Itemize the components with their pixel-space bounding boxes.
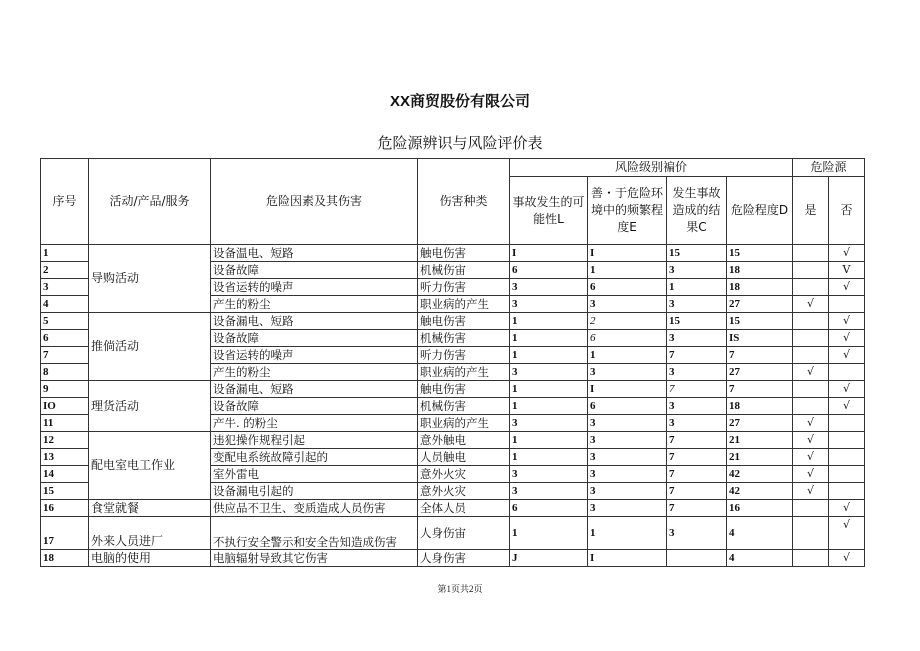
cell-type: 触电伤害 [418,245,510,262]
cell-d: 15 [727,313,793,330]
cell-type: 职业病的产生 [418,415,510,432]
cell-hazard: 设省运转的噪声 [211,347,418,364]
cell-c: 7 [667,500,727,517]
cell-l: 1 [510,398,588,415]
cell-d: 27 [727,364,793,381]
cell-l: 1 [510,517,588,550]
header-hazard: 危险因素及其伤害 [211,159,418,245]
cell-e: 6 [588,279,667,296]
cell-hazard: 设备故障 [211,262,418,279]
cell-no: 6 [41,330,89,347]
cell-e: 1 [588,517,667,550]
cell-l: 3 [510,415,588,432]
cell-yes: √ [793,483,829,500]
cell-yes [793,398,829,415]
cell-c: 7 [667,483,727,500]
cell-no: 9 [41,381,89,398]
cell-l: I [510,245,588,262]
cell-e: I [588,245,667,262]
cell-type: 职业病的产生 [418,296,510,313]
table-row [41,245,865,262]
cell-type: 职业病的产生 [418,364,510,381]
cell-e: 3 [588,500,667,517]
cell-c: 7 [667,466,727,483]
cell-no: 8 [41,364,89,381]
header-yes: 是 [793,177,829,245]
cell-d: 7 [727,347,793,364]
cell-no: 7 [41,347,89,364]
cell-no: 17 [41,517,89,550]
cell-c: 15 [667,313,727,330]
cell-no-mark: √ [829,500,865,517]
cell-activity: 导购活动 [89,245,211,313]
header-no: 否 [829,177,865,245]
cell-e: 3 [588,296,667,313]
cell-d: 18 [727,398,793,415]
cell-l: 1 [510,381,588,398]
cell-yes [793,381,829,398]
cell-no: 4 [41,296,89,313]
cell-e: I [588,381,667,398]
table-row [41,517,865,550]
page-footer: 第1页共2页 [437,584,483,594]
cell-d: 16 [727,500,793,517]
cell-l: 1 [510,432,588,449]
cell-e: 6 [588,330,667,347]
cell-hazard: 电脑辐射导致其它伤害 [211,550,418,567]
cell-no-mark [829,364,865,381]
cell-hazard: 设备漏电引起的 [211,483,418,500]
header-consequence: 发生事故造成的结果C [667,177,727,245]
cell-no-mark [829,432,865,449]
cell-d: 18 [727,262,793,279]
cell-hazard: 产牛. 的粉尘 [211,415,418,432]
cell-d: 42 [727,466,793,483]
cell-yes: √ [793,449,829,466]
cell-yes: √ [793,415,829,432]
cell-hazard: 产生的粉尘 [211,364,418,381]
cell-activity: 配电室电工作业 [89,432,211,500]
cell-c: 1 [667,279,727,296]
cell-no-mark: √ [829,330,865,347]
cell-l: J [510,550,588,567]
cell-type: 机械伤害 [418,330,510,347]
cell-hazard: 产生的粉尘 [211,296,418,313]
cell-yes: √ [793,296,829,313]
cell-type: 听力伤害 [418,347,510,364]
cell-hazard: 变配电系统故障引起的 [211,449,418,466]
cell-no-mark: √ [829,381,865,398]
cell-c: 3 [667,296,727,313]
cell-l: 3 [510,279,588,296]
cell-hazard: 设备漏电、短路 [211,313,418,330]
cell-d: 4 [727,550,793,567]
cell-hazard: 设备故障 [211,398,418,415]
cell-no-mark: √ [829,398,865,415]
cell-type: 意外火灾 [418,466,510,483]
cell-type: 机械伤宙 [418,262,510,279]
header-risk-group: 风险级别褊价 [510,159,793,177]
cell-hazard: 设备故障 [211,330,418,347]
cell-l: 3 [510,466,588,483]
cell-c: 3 [667,330,727,347]
cell-yes [793,262,829,279]
cell-type: 意外触电 [418,432,510,449]
cell-yes [793,279,829,296]
cell-d: IS [727,330,793,347]
cell-yes: √ [793,364,829,381]
cell-yes: √ [793,432,829,449]
cell-e: 1 [588,262,667,279]
cell-no: 3 [41,279,89,296]
cell-type: 触电伤害 [418,381,510,398]
cell-type: 人身伤害 [418,550,510,567]
cell-no: 2 [41,262,89,279]
header-injury-type: 伤害种类 [418,159,510,245]
cell-c: 7 [667,449,727,466]
cell-no: 11 [41,415,89,432]
cell-d: 27 [727,415,793,432]
cell-no: 13 [41,449,89,466]
cell-l: 1 [510,330,588,347]
cell-e: 3 [588,483,667,500]
cell-no-mark: √ [829,279,865,296]
cell-hazard: 供应品不卫生、变质造成人员伤害 [211,500,418,517]
header-seq: 序号 [41,159,89,245]
cell-no-mark: √ [829,347,865,364]
cell-e: 3 [588,415,667,432]
cell-e: 3 [588,432,667,449]
cell-c: 3 [667,262,727,279]
cell-no: 5 [41,313,89,330]
cell-c: 3 [667,517,727,550]
cell-no: 18 [41,550,89,567]
cell-c: 15 [667,245,727,262]
cell-e: I [588,550,667,567]
cell-l: 3 [510,483,588,500]
cell-c: 3 [667,398,727,415]
cell-no: 1 [41,245,89,262]
cell-yes: √ [793,466,829,483]
cell-c: 3 [667,415,727,432]
table-row [41,500,865,517]
cell-type: 全体人员 [418,500,510,517]
cell-no-mark: √ [829,550,865,567]
cell-no: IO [41,398,89,415]
cell-l: 3 [510,364,588,381]
cell-no-mark [829,483,865,500]
cell-e: 3 [588,364,667,381]
cell-hazard: 设备漏电、短路 [211,381,418,398]
hazard-table [40,158,865,567]
cell-d: 7 [727,381,793,398]
cell-l: 1 [510,313,588,330]
cell-type: 触电伤害 [418,313,510,330]
cell-hazard: 违犯操作规程引起 [211,432,418,449]
cell-activity: 推倘活动 [89,313,211,381]
cell-type: 人员触电 [418,449,510,466]
cell-no-mark [829,415,865,432]
cell-e: 6 [588,398,667,415]
cell-type: 意外火灾 [418,483,510,500]
cell-yes [793,245,829,262]
cell-no: 12 [41,432,89,449]
table-row [41,381,865,398]
cell-l: 1 [510,347,588,364]
table-row [41,550,865,567]
cell-yes [793,313,829,330]
cell-activity: 外来人员进厂 [89,517,211,550]
cell-c [667,550,727,567]
cell-no-mark [829,466,865,483]
cell-no-mark: √ [829,313,865,330]
cell-e: 3 [588,449,667,466]
document-title: 危险源辨识与风险评价表 [377,134,543,152]
cell-d: 15 [727,245,793,262]
table-row [41,313,865,330]
header-degree: 危险程度D [727,177,793,245]
cell-yes [793,347,829,364]
cell-yes [793,330,829,347]
cell-no-mark: V [829,262,865,279]
cell-d: 42 [727,483,793,500]
cell-l: 6 [510,262,588,279]
header-danger-group: 危险源 [793,159,865,177]
cell-d: 4 [727,517,793,550]
header-likelihood: 事故发生的可能性L [510,177,588,245]
cell-no-mark [829,296,865,313]
cell-d: 21 [727,449,793,466]
cell-no: 14 [41,466,89,483]
cell-no: 15 [41,483,89,500]
cell-d: 27 [727,296,793,313]
cell-hazard: 设备温电、短路 [211,245,418,262]
cell-hazard: 设省运转的噪声 [211,279,418,296]
cell-c: 7 [667,347,727,364]
cell-e: 2 [588,313,667,330]
cell-l: 1 [510,449,588,466]
header-activity: 活动/产品/服务 [89,159,211,245]
cell-type: 人身伤宙 [418,517,510,550]
cell-hazard: 不执行安全警示和安全告知造成伤害 [211,517,418,550]
cell-l: 6 [510,500,588,517]
cell-e: 3 [588,466,667,483]
header-exposure: 善・于危险环境中的频繁程度E [588,177,667,245]
cell-d: 21 [727,432,793,449]
cell-hazard: 室外雷电 [211,466,418,483]
cell-l: 3 [510,296,588,313]
cell-d: 18 [727,279,793,296]
cell-activity: 电脑的使用 [89,550,211,567]
cell-yes [793,517,829,550]
cell-no: 16 [41,500,89,517]
cell-activity: 理货活动 [89,381,211,432]
cell-c: 3 [667,364,727,381]
cell-no-mark: √ [829,517,865,550]
cell-c: 7 [667,432,727,449]
cell-type: 机械伤害 [418,398,510,415]
cell-yes [793,500,829,517]
cell-c: 7 [667,381,727,398]
cell-no-mark: √ [829,245,865,262]
table-row [41,432,865,449]
cell-no-mark [829,449,865,466]
cell-yes [793,550,829,567]
company-name: XX商贸股份有限公司 [389,93,530,110]
cell-e: 1 [588,347,667,364]
cell-type: 听力伤害 [418,279,510,296]
cell-activity: 食堂就餐 [89,500,211,517]
